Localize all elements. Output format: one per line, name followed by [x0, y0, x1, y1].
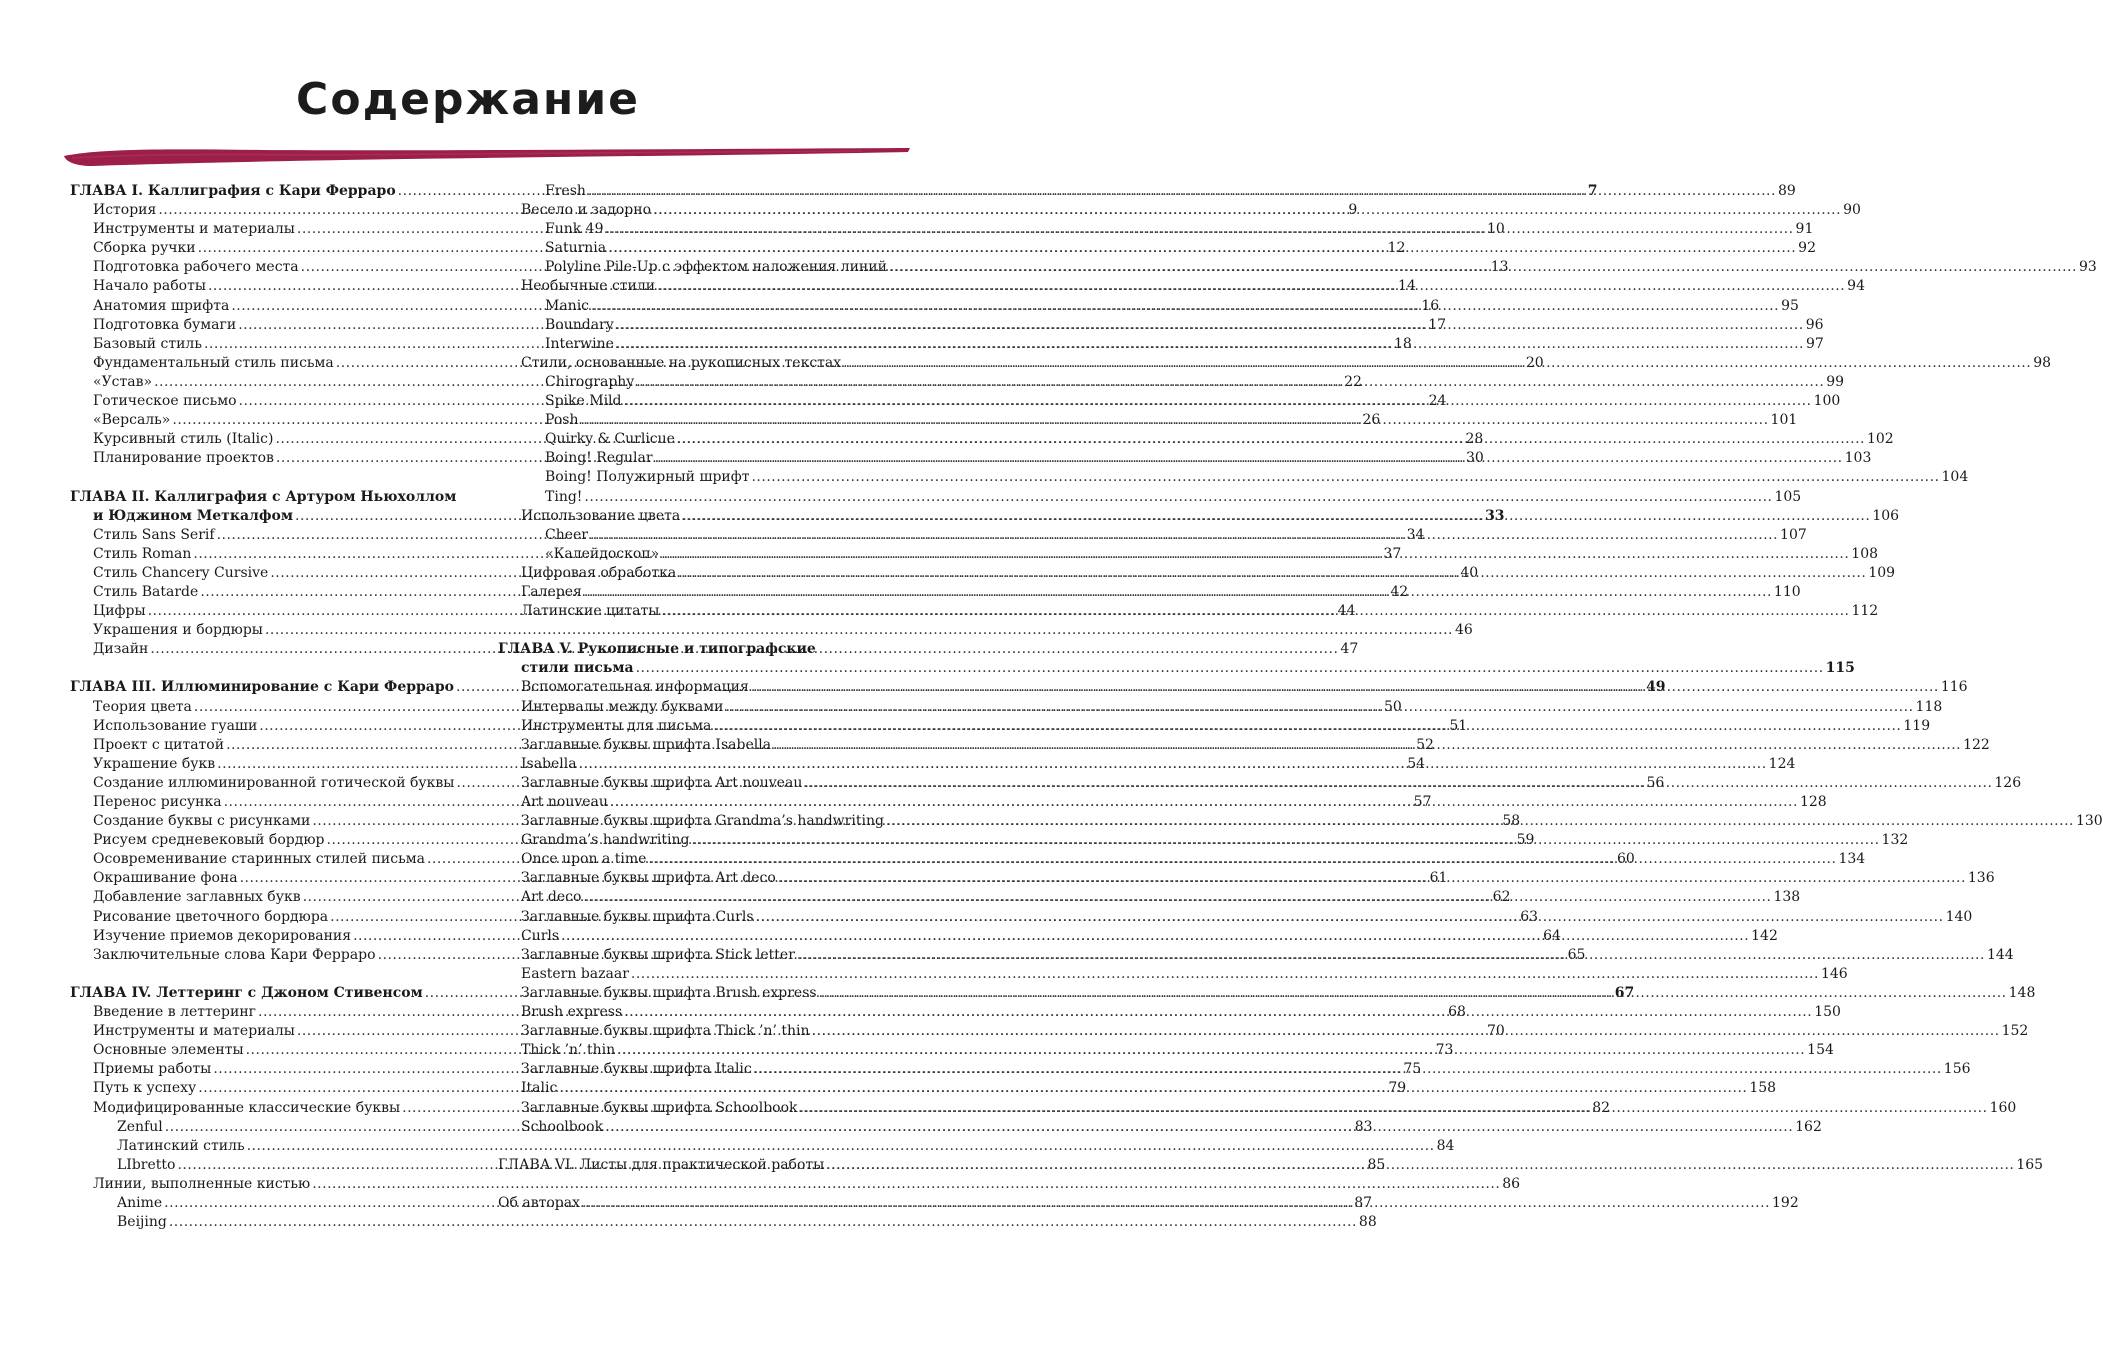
dot-leader [749, 678, 1941, 697]
toc-entry [70, 1175, 1521, 1194]
toc-entry-title: Линии, выполненные кистью [93, 1175, 311, 1192]
toc-entry-title: Латинский стиль [117, 1137, 245, 1154]
toc-entry-page: 96 [1805, 316, 1824, 333]
toc-entry [70, 1213, 1377, 1232]
dot-leader [622, 392, 1814, 411]
toc-entry-page: 165 [2016, 1156, 2044, 1173]
toc-entry-title: Галерея [521, 583, 582, 600]
dot-leader [711, 717, 1903, 736]
dot-leader [614, 316, 1806, 335]
toc-entry-title: Окрашивание фона [93, 870, 238, 887]
dot-leader [798, 1099, 1990, 1118]
toc-entry-title: Заглавные буквы шрифта Art nouveau [521, 774, 803, 791]
toc-entry-page: 17 [1428, 316, 1447, 333]
toc-entry-page: 102 [1866, 431, 1894, 448]
toc-entry-title: Планирование проектов [93, 450, 274, 467]
toc-entry-page: 142 [1751, 927, 1778, 944]
toc-entry-title: Начало работы [93, 278, 206, 295]
dot-leader [603, 1118, 1795, 1137]
toc-entry-page: 119 [1903, 717, 1931, 734]
toc-entry-title: Заглавные буквы шрифта Schoolbook [521, 1099, 798, 1116]
toc-entry-page: 14 [1398, 278, 1416, 295]
dot-leader [659, 602, 1851, 621]
toc-entry-page: 50 [1383, 698, 1402, 715]
toc-entry [498, 182, 1796, 201]
dot-leader [629, 965, 1821, 984]
dot-leader [608, 793, 1800, 812]
toc-entry-title: Стиль Chancery Cursive [93, 564, 269, 581]
toc-entry-title: Boing! Полужирный шрифт [545, 469, 750, 486]
toc-entry-page: 59 [1516, 832, 1535, 849]
toc-entry-title: История [93, 202, 157, 219]
toc-entry-page: 49 [1646, 679, 1666, 696]
toc-entry-title: Boing! Regular [545, 450, 653, 467]
dot-leader [771, 736, 1963, 755]
dot-leader [606, 239, 1798, 258]
dot-leader [614, 335, 1806, 354]
toc-entry-title: Курсивный стиль (Italic) [93, 431, 274, 448]
toc-entry-title: ГЛАВА V. Рукописные и типографские [498, 641, 816, 658]
toc-entry [498, 659, 1855, 678]
toc-entry-page: 99 [1826, 373, 1845, 390]
section-gap [70, 965, 474, 984]
dot-leader [588, 526, 1780, 545]
toc-entry-page: 150 [1814, 1004, 1841, 1021]
toc-entry-title: Латинские цитаты [521, 603, 660, 620]
toc-entry-title: «Калейдоскоп» [545, 545, 660, 562]
toc-entry-page: 79 [1388, 1080, 1407, 1097]
dot-leader [580, 1194, 1772, 1213]
toc-entry-page: 52 [1416, 736, 1434, 753]
toc-entry-page: 82 [1592, 1099, 1611, 1116]
toc-chapter-entry [70, 488, 474, 507]
toc-entry-page: 63 [1520, 908, 1539, 925]
toc-entry-title: Цифры [93, 603, 146, 620]
dot-leader [589, 297, 1781, 316]
section-gap [498, 1137, 902, 1156]
toc-entry-title: «Устав» [93, 373, 153, 390]
dot-leader [651, 201, 1843, 220]
dot-leader [795, 946, 1987, 965]
toc-entry [498, 201, 1861, 220]
toc-entry-page: 65 [1567, 946, 1586, 963]
dot-leader [615, 1041, 1807, 1060]
toc-entry-page: 61 [1429, 870, 1448, 887]
toc-entry-title: Polyline Pile-Up с эффектом наложения линий [545, 259, 887, 276]
toc-entry-page: 18 [1393, 335, 1412, 352]
toc-entry-title: ГЛАВА I. Каллиграфия с Кари Ферраро [70, 183, 396, 199]
toc-entry-page: 118 [1915, 698, 1943, 715]
toc-entry-page: 64 [1543, 927, 1561, 944]
toc-entry-title: Интервалы между буквами [521, 698, 724, 715]
toc-entry-title: Добавление заглавных букв [93, 889, 301, 906]
dot-leader [581, 888, 1773, 907]
dot-leader [749, 468, 1941, 487]
toc-entry-page: 156 [1943, 1061, 1971, 1078]
toc-entry-title: Анатомия шрифта [93, 297, 230, 314]
toc-entry-page: 105 [1774, 488, 1802, 505]
dot-leader [680, 507, 1872, 526]
toc-entry-title: ГЛАВА VI. Листы для практической работы [498, 1156, 825, 1173]
toc-entry [70, 621, 1473, 640]
toc-entry-title: Создание иллюминированной готической буквы [93, 774, 455, 791]
toc-entry-page: 67 [1614, 984, 1635, 1001]
dot-leader [817, 984, 2009, 1003]
dot-leader [634, 373, 1826, 392]
toc-entry-page: 93 [2078, 259, 2097, 276]
toc-entry-page: 108 [1851, 545, 1879, 562]
toc-entry-title: Инструменты и материалы [93, 221, 295, 238]
toc-entry-title: Инструменты и материалы [93, 1023, 295, 1040]
toc-entry-page: 20 [1525, 354, 1544, 371]
toc-chapter-entry [498, 640, 902, 659]
toc-entry-title: Eastern bazaar [521, 965, 629, 982]
toc-entry-page: 130 [2075, 813, 2103, 830]
toc-entry [498, 488, 1802, 507]
toc-entry-title: Осовременивание старинных стилей письма [93, 851, 425, 868]
toc-entry-title: Interwine [545, 335, 614, 352]
toc-entry-title: Заглавные буквы шрифта Art deco [521, 870, 776, 887]
toc-entry-page: 158 [1749, 1080, 1777, 1097]
toc-entry-page: 90 [1843, 202, 1861, 219]
toc-entry [70, 1137, 1455, 1156]
toc-entry-page: 7 [1587, 183, 1598, 199]
toc-entry-page: 94 [1847, 278, 1865, 295]
toc-entry-title: Об авторах [498, 1194, 580, 1211]
toc-entry-title: Fresh [545, 183, 586, 199]
toc-entry-title: Теория цвета [93, 698, 192, 715]
toc-entry-page: 97 [1805, 335, 1824, 352]
section-gap [70, 659, 474, 678]
toc-entry-title: Основные элементы [93, 1042, 244, 1059]
toc-entry-page: 162 [1795, 1118, 1822, 1135]
toc-entry-page: 30 [1466, 450, 1484, 467]
toc-entry-page: 136 [1967, 870, 1995, 887]
toc-entry-page: 56 [1646, 774, 1665, 791]
toc-entry-page: 106 [1872, 507, 1900, 524]
dot-leader [752, 1060, 1944, 1079]
toc-entry-page: 144 [1986, 946, 2014, 963]
toc-entry-page: 126 [1994, 774, 2022, 791]
brush-stroke-divider [62, 144, 912, 168]
toc-entry-title: Anime [117, 1194, 163, 1211]
toc-entry-page: 40 [1460, 564, 1479, 581]
toc-entry-page: 85 [1367, 1156, 1386, 1173]
toc-entry-title: Cheer [545, 526, 588, 543]
toc-entry-page: 92 [1798, 240, 1816, 257]
toc-entry-page: 87 [1354, 1194, 1373, 1211]
toc-entry-title: Art nouveau [521, 794, 608, 810]
toc-entry-title: Once upon a time [521, 851, 647, 868]
toc-entry-page: 12 [1387, 240, 1406, 257]
dot-leader [578, 411, 1770, 430]
toc-entry-page: 100 [1813, 393, 1841, 410]
toc-entry-page: 101 [1770, 412, 1798, 429]
toc-entry-title: Manic [545, 297, 590, 314]
toc-entry-title: Подготовка бумаги [93, 316, 237, 333]
toc-entry-title: Art deco [521, 889, 582, 906]
toc-entry-title: Заглавные буквы шрифта Italic [521, 1061, 752, 1078]
toc-entry-title: Инструменты для письма [521, 717, 712, 734]
toc-entry-page: 47 [1340, 641, 1359, 658]
toc-entry-page: 70 [1486, 1023, 1505, 1040]
toc-entry-page: 138 [1773, 889, 1801, 906]
dot-leader [841, 354, 2033, 373]
toc-entry-title: Стили, основанные на рукописных текстах [521, 354, 842, 371]
toc-entry-page: 128 [1799, 794, 1827, 810]
toc-entry-title: Перенос рисунка [93, 794, 222, 810]
toc-entry-title: Готическое письмо [93, 393, 237, 410]
dot-leader [802, 774, 1994, 793]
toc-entry-title: Saturnia [545, 240, 607, 257]
toc-entry-title: Заглавные буквы шрифта Brush express [521, 984, 817, 1001]
toc-entry-page: 104 [1941, 469, 1969, 486]
toc-entry-page: 26 [1362, 412, 1381, 429]
section-gap [70, 468, 474, 487]
dot-leader [582, 488, 1774, 507]
toc-entry-page: 103 [1844, 450, 1872, 467]
toc-entry-title: Zenful [117, 1118, 163, 1135]
toc-entry-page: 16 [1421, 297, 1440, 314]
toc-entry-title: Использование гуаши [93, 717, 258, 734]
dot-leader [577, 755, 1769, 774]
toc-entry-title: Grandma’s handwriting [521, 832, 690, 849]
toc-entry-page: 86 [1502, 1175, 1521, 1192]
toc-entry-title: Стиль Batarde [93, 583, 199, 600]
dot-leader [884, 812, 2076, 831]
toc-entry-page: 28 [1465, 431, 1484, 448]
toc-entry-title: ГЛАВА IV. Леттеринг с Джоном Стивенсом [70, 984, 423, 1001]
toc-entry-page: 62 [1492, 889, 1511, 906]
toc-entry-page: 109 [1868, 564, 1896, 581]
toc-entry-page: 89 [1777, 183, 1796, 199]
toc-entry-title: Spike Mild [545, 393, 622, 410]
toc-entry-page: 152 [2001, 1023, 2029, 1040]
toc-entry-title: Проект с цитатой [93, 736, 225, 753]
toc-entry-title: Цифровая обработка [521, 564, 677, 581]
dot-leader [655, 277, 1847, 296]
toc-entry-title: Путь к успеху [93, 1080, 197, 1097]
dot-leader [659, 545, 1851, 564]
toc-entry-title: Ting! [545, 488, 583, 505]
toc-entry-page: 124 [1768, 755, 1796, 772]
toc-entry-title: Quirky & Curlicue [545, 431, 675, 448]
toc-entry-title: Вспомогательная информация [521, 679, 749, 696]
toc-entry-title: Дизайн [93, 641, 149, 658]
toc-entry-page: 154 [1807, 1042, 1834, 1059]
toc-entry-title: Заглавные буквы шрифта Isabella [521, 736, 772, 753]
toc-entry-page: 192 [1772, 1194, 1799, 1211]
section-gap [498, 621, 902, 640]
toc-entry-title: Необычные стили [521, 278, 656, 295]
toc-entry-title: Заглавные буквы шрифта Thick ’n’ thin [521, 1023, 810, 1040]
toc-entry-title: Приемы работы [93, 1061, 212, 1078]
toc-entry-title: Boundary [545, 316, 614, 333]
toc-entry-page: 91 [1795, 221, 1814, 238]
toc-entry-title: Изучение приемов декорирования [93, 927, 352, 944]
toc-entry-title: стили письма [521, 660, 634, 677]
toc-entry-page: 44 [1337, 603, 1356, 620]
toc-entry-title: Модифицированные классические буквы [93, 1099, 401, 1116]
dot-leader [622, 1003, 1814, 1022]
toc-entry-title: Заглавные буквы шрифта Curls [521, 908, 754, 925]
toc-entry-title: Beijing [117, 1214, 167, 1231]
dot-leader [646, 850, 1838, 869]
dot-leader [676, 564, 1868, 583]
toc-entry-page: 22 [1344, 373, 1362, 390]
dot-leader [634, 659, 1826, 678]
section-gap [498, 1175, 902, 1194]
toc-entry-title: Funk 49 [545, 221, 604, 238]
dot-leader [810, 1022, 2002, 1041]
toc-entry-page: 110 [1773, 583, 1801, 600]
toc-entry-title: Заглавные буквы шрифта Grandma’s handwriting [521, 813, 884, 830]
toc-entry-page: 132 [1881, 832, 1909, 849]
toc-entry-page: 83 [1354, 1118, 1373, 1135]
toc-entry-page: 98 [2033, 354, 2052, 371]
toc-entry-title: Заглавные буквы шрифта Stick letter [521, 946, 795, 963]
toc-entry-title: Подготовка рабочего места [93, 259, 299, 276]
toc-entry-title: Brush express [521, 1004, 623, 1021]
toc-entry-title: Chirography [545, 373, 635, 390]
dot-leader [675, 430, 1867, 449]
toc-entry-page: 10 [1486, 221, 1505, 238]
toc-entry-page: 95 [1781, 297, 1799, 314]
dot-leader [559, 927, 1751, 946]
toc-entry-page: 57 [1413, 794, 1432, 810]
toc-entry-title: Рисование цветочного бордюра [93, 908, 329, 925]
dot-leader [557, 1079, 1749, 1098]
toc-entry-title: Фундаментальный стиль письма [93, 354, 334, 371]
toc-entry-page: 58 [1502, 813, 1521, 830]
toc-entry-page: 134 [1838, 851, 1866, 868]
toc-entry-page: 13 [1490, 259, 1509, 276]
toc-entry-page: 9 [1348, 202, 1358, 219]
toc-entry-title: Базовый стиль [93, 335, 202, 352]
toc-entry-page: 37 [1383, 545, 1402, 562]
toc-entry-title: ГЛАВА III. Иллюминирование с Кари Ферраро [70, 679, 455, 696]
dot-leader [887, 258, 2079, 277]
toc-entry-title: Введение в леттеринг [93, 1004, 257, 1021]
toc-entry [498, 468, 1969, 487]
toc-entry-title: Thick ’n’ thin [521, 1042, 616, 1059]
toc-entry-title: и Юджином Меткалфом [93, 507, 294, 524]
toc-entry-page: 140 [1945, 908, 1973, 925]
toc-entry-page: 115 [1825, 660, 1855, 677]
toc-entry-title: Стиль Roman [93, 545, 192, 562]
toc-entry-title: Заключительные слова Кари Ферраро [93, 946, 376, 963]
toc-entry-page: 51 [1449, 717, 1468, 734]
dot-leader [690, 831, 1882, 850]
dot-leader [310, 1175, 1502, 1194]
toc-entry-page: 68 [1448, 1004, 1466, 1021]
toc-entry-title: LIbretto [117, 1156, 176, 1173]
toc-entry-page: 112 [1851, 603, 1879, 620]
toc-entry-page: 160 [1989, 1099, 2017, 1116]
toc-entry-title: «Версаль» [93, 412, 171, 429]
toc-entry-page: 46 [1454, 622, 1473, 639]
toc-entry-page: 24 [1428, 393, 1447, 410]
toc-entry-title: Сборка ручки [93, 240, 196, 257]
toc-entry-page: 34 [1406, 526, 1425, 543]
toc-entry [498, 965, 1848, 984]
toc-entry-page: 73 [1435, 1042, 1454, 1059]
toc-entry-page: 75 [1403, 1061, 1422, 1078]
toc-entry-title: Стиль Sans Serif [93, 526, 215, 543]
toc-entry-page: 54 [1407, 755, 1426, 772]
toc-entry-page: 107 [1780, 526, 1807, 543]
page-title: Содержание [296, 74, 640, 125]
dot-leader [167, 1213, 1359, 1232]
toc-entry-page: 60 [1617, 851, 1635, 868]
toc-entry-title: Italic [521, 1080, 558, 1097]
toc-entry-title: Весело и задорно [521, 202, 652, 219]
toc-entry-title: Украшения и бордюры [93, 622, 263, 639]
toc-entry-title: Рисуем средневековый бордюр [93, 832, 325, 849]
toc-entry-page: 116 [1940, 679, 1968, 696]
toc-entry-title: Создание буквы с рисунками [93, 813, 311, 830]
toc-entry-page: 33 [1485, 507, 1505, 524]
dot-leader [824, 1156, 2016, 1175]
dot-leader [754, 908, 1946, 927]
toc-entry-title: Posh [545, 412, 579, 429]
toc-entry-page: 148 [2008, 984, 2036, 1001]
dot-leader [653, 449, 1845, 468]
toc-entry-title: Schoolbook [521, 1118, 604, 1135]
toc-entry-title: Curls [521, 927, 560, 944]
dot-leader [604, 220, 1796, 239]
toc-entry-title: Isabella [521, 755, 577, 772]
toc-entry-page: 146 [1820, 965, 1848, 982]
dot-leader [582, 583, 1774, 602]
toc-entry-page: 122 [1963, 736, 1990, 753]
toc-entry-page: 84 [1436, 1137, 1455, 1154]
dot-leader [776, 869, 1968, 888]
dot-leader [723, 698, 1915, 717]
toc-entry-title: Украшение букв [93, 755, 216, 772]
dot-leader [586, 182, 1778, 201]
toc-entry-title: Использование цвета [521, 507, 681, 524]
toc-entry-title: ГЛАВА II. Каллиграфия с Артуром Ньюхоллом [70, 488, 457, 505]
toc-entry-page: 88 [1358, 1214, 1377, 1231]
toc-entry-page: 42 [1390, 583, 1409, 600]
